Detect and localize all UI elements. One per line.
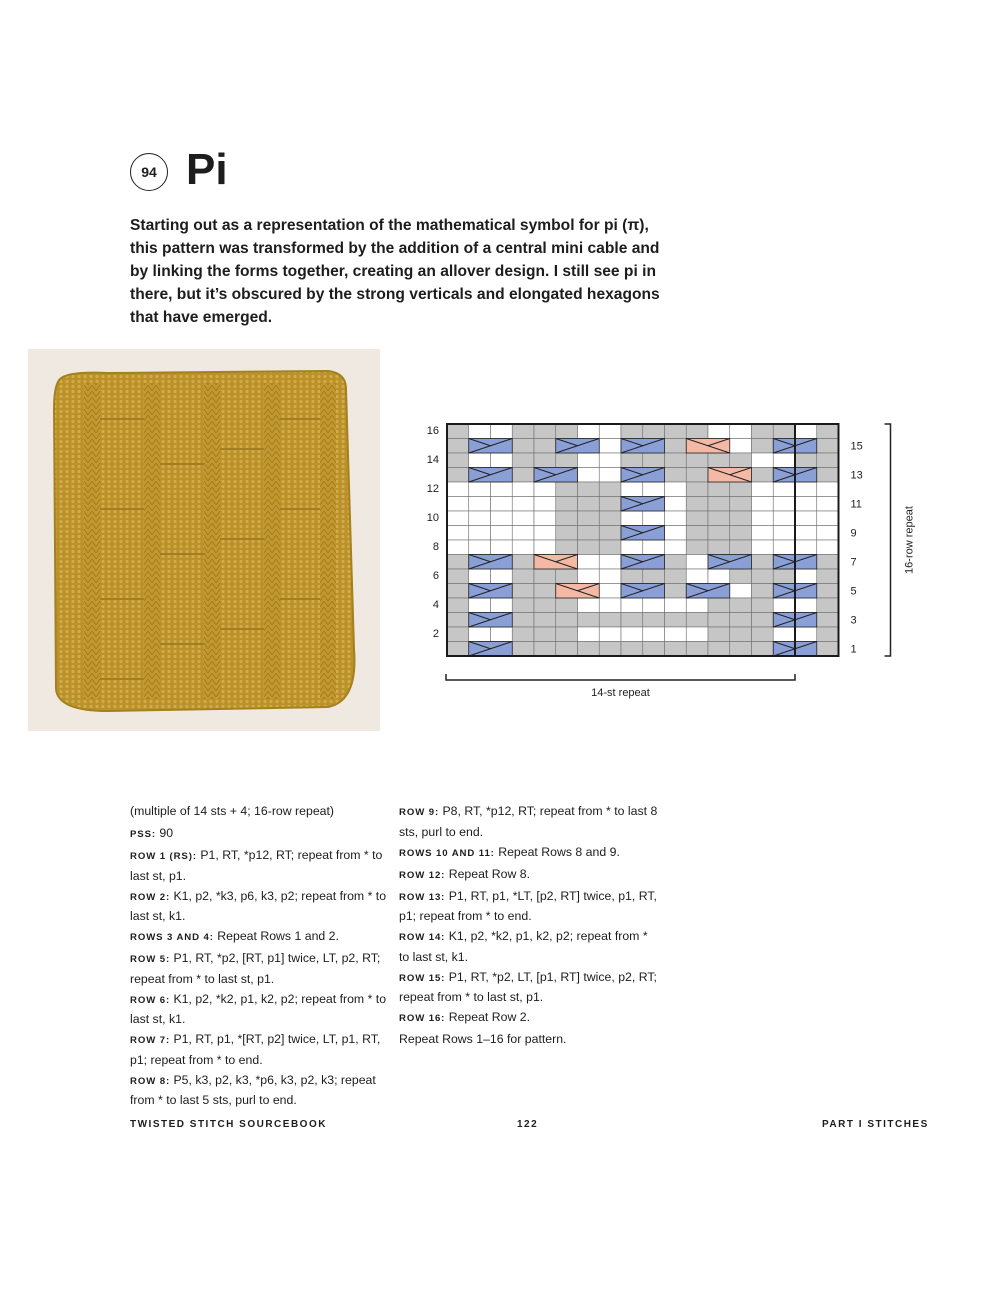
chart-cell bbox=[708, 598, 730, 613]
chart-cell bbox=[686, 511, 708, 526]
chart-cell bbox=[795, 569, 817, 584]
pattern-number-badge bbox=[130, 153, 168, 191]
chart-cell bbox=[708, 613, 730, 628]
knitted-swatch-photo bbox=[28, 349, 380, 731]
chart-cell bbox=[534, 439, 556, 454]
chart-cell bbox=[512, 453, 534, 468]
chart-cell bbox=[534, 598, 556, 613]
chart-cell bbox=[730, 439, 752, 454]
chart-cell bbox=[795, 526, 817, 541]
chart-cell bbox=[795, 482, 817, 497]
chart-cell bbox=[643, 642, 665, 657]
instruction-line: ROW 16: Repeat Row 2. bbox=[399, 1010, 531, 1024]
chart-cell bbox=[447, 584, 469, 599]
chart-cell bbox=[686, 424, 708, 439]
chart-cell bbox=[534, 497, 556, 512]
chart-cell bbox=[665, 598, 687, 613]
chart-cell bbox=[817, 526, 839, 541]
chart-cell bbox=[752, 613, 774, 628]
chart-cell bbox=[469, 482, 491, 497]
chart-cell bbox=[643, 569, 665, 584]
chart-cell bbox=[556, 613, 578, 628]
chart-cell bbox=[599, 468, 621, 483]
chart-cell bbox=[578, 613, 600, 628]
chart-cell bbox=[578, 468, 600, 483]
chart-cell bbox=[752, 540, 774, 555]
chart-cell bbox=[817, 540, 839, 555]
instruction-line: ROW 12: Repeat Row 8. bbox=[399, 866, 531, 881]
chart-cell bbox=[686, 613, 708, 628]
chart-cell bbox=[817, 453, 839, 468]
row-label-even: 4 bbox=[432, 599, 439, 612]
chart-cell bbox=[621, 482, 643, 497]
chart-cell bbox=[599, 613, 621, 628]
row-label-even: 14 bbox=[426, 454, 439, 467]
chart-cell bbox=[447, 569, 469, 584]
chart-cell bbox=[730, 627, 752, 642]
chart-cell bbox=[686, 555, 708, 570]
chart-cell bbox=[556, 497, 578, 512]
chart-cell bbox=[817, 569, 839, 584]
chart-cell bbox=[795, 424, 817, 439]
instruction-line: ROW 13: P1, RT, p1, *LT, [p2, RT] twice, p1, RT, p1; repeat from * to end. bbox=[399, 888, 657, 923]
chart-cell bbox=[708, 627, 730, 642]
chart-cell bbox=[773, 569, 795, 584]
chart-cell bbox=[708, 497, 730, 512]
chart-cell bbox=[643, 613, 665, 628]
stitch-chart bbox=[415, 418, 915, 708]
chart-cell bbox=[708, 526, 730, 541]
chart-cell bbox=[469, 598, 491, 613]
chart-cell bbox=[534, 482, 556, 497]
chart-cell bbox=[447, 642, 469, 657]
chart-cell bbox=[773, 482, 795, 497]
chart-cell bbox=[730, 497, 752, 512]
chart-cell bbox=[578, 482, 600, 497]
chart-cell bbox=[665, 627, 687, 642]
chart-cell bbox=[469, 424, 491, 439]
chart-cell bbox=[665, 613, 687, 628]
chart-cell bbox=[491, 453, 513, 468]
instruction-line: ROW 6: K1, p2, *k2, p1, k2, p2; repeat from * to last st, k1. bbox=[130, 991, 387, 1026]
chart-cell bbox=[708, 482, 730, 497]
chart-cell bbox=[578, 627, 600, 642]
chart-cell bbox=[578, 453, 600, 468]
chart-cell bbox=[556, 511, 578, 526]
chart-cell bbox=[447, 453, 469, 468]
chart-cell bbox=[752, 482, 774, 497]
chart-cell bbox=[447, 511, 469, 526]
chart-cell bbox=[817, 497, 839, 512]
chart-cell bbox=[491, 627, 513, 642]
chart-cell bbox=[773, 511, 795, 526]
row-label-odd: 3 bbox=[850, 614, 857, 627]
chart-cell bbox=[599, 424, 621, 439]
chart-cell bbox=[599, 642, 621, 657]
chart-cell bbox=[643, 598, 665, 613]
chart-cell bbox=[730, 584, 752, 599]
chart-cell bbox=[708, 424, 730, 439]
chart-cell bbox=[752, 526, 774, 541]
chart-cell bbox=[686, 540, 708, 555]
chart-cell bbox=[686, 482, 708, 497]
chart-cell bbox=[665, 497, 687, 512]
chart-cell bbox=[752, 468, 774, 483]
chart-cell bbox=[773, 424, 795, 439]
chart-cell bbox=[491, 511, 513, 526]
chart-cell bbox=[686, 642, 708, 657]
row-label-even: 16 bbox=[426, 425, 439, 438]
chart-cell bbox=[752, 584, 774, 599]
chart-cell bbox=[643, 482, 665, 497]
chart-cell bbox=[621, 613, 643, 628]
instruction-line: ROW 7: P1, RT, p1, *[RT, p2] twice, LT, p1, RT, p1; repeat from * to end. bbox=[130, 1032, 381, 1067]
chart-cell bbox=[599, 627, 621, 642]
chart-cell bbox=[665, 555, 687, 570]
chart-cell bbox=[752, 627, 774, 642]
chart-cell bbox=[665, 526, 687, 541]
chart-cell bbox=[817, 439, 839, 454]
chart-cell bbox=[512, 627, 534, 642]
chart-cell bbox=[752, 424, 774, 439]
chart-cell bbox=[817, 584, 839, 599]
chart-cell bbox=[491, 424, 513, 439]
chart-cell bbox=[447, 598, 469, 613]
chart-cell bbox=[708, 540, 730, 555]
chart-cell bbox=[556, 540, 578, 555]
chart-cell bbox=[599, 555, 621, 570]
chart-cell bbox=[512, 584, 534, 599]
chart-cell bbox=[752, 511, 774, 526]
chart-cell bbox=[752, 453, 774, 468]
row-label-even: 12 bbox=[426, 483, 439, 496]
chart-cell bbox=[643, 424, 665, 439]
chart-cell bbox=[686, 497, 708, 512]
chart-cell bbox=[599, 540, 621, 555]
page-title: Pi bbox=[186, 145, 228, 194]
chart-cell bbox=[730, 613, 752, 628]
chart-cell bbox=[534, 642, 556, 657]
chart-cell bbox=[534, 453, 556, 468]
chart-cell bbox=[730, 453, 752, 468]
chart-cell bbox=[512, 569, 534, 584]
chart-cell bbox=[512, 598, 534, 613]
chart-cell bbox=[512, 540, 534, 555]
chart-cell bbox=[512, 439, 534, 454]
chart-cell bbox=[773, 453, 795, 468]
chart-cell bbox=[686, 526, 708, 541]
stitch-repeat-bracket bbox=[446, 674, 795, 680]
chart-cell bbox=[621, 453, 643, 468]
chart-cell bbox=[469, 627, 491, 642]
chart-cell bbox=[447, 627, 469, 642]
chart-cell bbox=[686, 453, 708, 468]
chart-cell bbox=[730, 526, 752, 541]
chart-cell bbox=[512, 526, 534, 541]
chart-cell bbox=[556, 627, 578, 642]
instruction-line: ROW 9: P8, RT, *p12, RT; repeat from * to last 8 sts, purl to end. bbox=[399, 804, 658, 839]
instruction-line: PSS: 90 bbox=[130, 826, 174, 840]
chart-cell bbox=[599, 526, 621, 541]
row-label-odd: 15 bbox=[850, 440, 863, 453]
chart-cell bbox=[578, 569, 600, 584]
chart-cell bbox=[817, 642, 839, 657]
chart-cell bbox=[578, 424, 600, 439]
chart-cell bbox=[621, 569, 643, 584]
chart-cell bbox=[578, 497, 600, 512]
chart-cell bbox=[599, 598, 621, 613]
chart-cell bbox=[817, 424, 839, 439]
chart-cell bbox=[621, 642, 643, 657]
row-label-odd: 5 bbox=[850, 585, 857, 598]
stitch-repeat-label: 14-st repeat bbox=[591, 687, 650, 699]
chart-cell bbox=[621, 511, 643, 526]
chart-cell bbox=[752, 642, 774, 657]
chart-cell bbox=[730, 511, 752, 526]
chart-cell bbox=[447, 497, 469, 512]
row-label-even: 10 bbox=[426, 512, 439, 525]
chart-cell bbox=[817, 613, 839, 628]
chart-cell bbox=[643, 511, 665, 526]
chart-cell bbox=[512, 511, 534, 526]
chart-cell bbox=[665, 511, 687, 526]
chart-cell bbox=[730, 482, 752, 497]
chart-cell bbox=[599, 439, 621, 454]
chart-cell bbox=[599, 482, 621, 497]
chart-cell bbox=[773, 540, 795, 555]
chart-cell bbox=[534, 569, 556, 584]
chart-cell bbox=[512, 482, 534, 497]
chart-cell bbox=[621, 540, 643, 555]
chart-cell bbox=[447, 468, 469, 483]
chart-cell bbox=[447, 613, 469, 628]
chart-cell bbox=[817, 468, 839, 483]
chart-cell bbox=[556, 482, 578, 497]
chart-cell bbox=[512, 497, 534, 512]
chart-cell bbox=[447, 540, 469, 555]
instruction-line: ROW 14: K1, p2, *k2, p1, k2, p2; repeat from * to last st, k1. bbox=[399, 929, 648, 964]
chart-cell bbox=[817, 482, 839, 497]
chart-cell bbox=[556, 642, 578, 657]
chart-cell bbox=[643, 540, 665, 555]
chart-cell bbox=[512, 642, 534, 657]
chart-cell bbox=[469, 540, 491, 555]
chart-cell bbox=[469, 511, 491, 526]
chart-cell bbox=[708, 642, 730, 657]
chart-cell bbox=[556, 598, 578, 613]
chart-cell bbox=[491, 497, 513, 512]
chart-cell bbox=[556, 453, 578, 468]
intro-paragraph: Starting out as a representation of the mathematical symbol for pi (π), this pattern was transformed by the addition of a central mini cable and by linking the forms together, creating an allover design. I still see pi in there, but it’s obscured by the strong verticals and elongated hexagons that have emerged. bbox=[130, 217, 660, 326]
chart-cell bbox=[665, 424, 687, 439]
chart-cell bbox=[534, 627, 556, 642]
chart-cell bbox=[491, 526, 513, 541]
instruction-line: ROW 5: P1, RT, *p2, [RT, p1] twice, LT, p2, RT; repeat from * to last st, p1. bbox=[130, 951, 381, 986]
chart-cell bbox=[643, 627, 665, 642]
chart-cell bbox=[795, 497, 817, 512]
chart-cell bbox=[817, 555, 839, 570]
chart-cell bbox=[665, 584, 687, 599]
chart-cell bbox=[534, 584, 556, 599]
chart-cell bbox=[491, 482, 513, 497]
chart-cell bbox=[599, 584, 621, 599]
chart-cell bbox=[447, 482, 469, 497]
chart-cell bbox=[686, 569, 708, 584]
chart-cell bbox=[730, 598, 752, 613]
chart-cell bbox=[599, 453, 621, 468]
chart-cell bbox=[578, 511, 600, 526]
instruction-line: ROWS 10 AND 11: Repeat Rows 8 and 9. bbox=[399, 844, 620, 859]
chart-cell bbox=[773, 497, 795, 512]
instruction-line: ROW 8: P5, k3, p2, k3, *p6, k3, p2, k3; repeat from * to last 5 sts, purl to end. bbox=[130, 1072, 376, 1107]
chart-cell bbox=[469, 526, 491, 541]
footer-section: PART I STITCHES bbox=[822, 1119, 929, 1130]
chart-cell bbox=[578, 526, 600, 541]
chart-cell bbox=[491, 540, 513, 555]
chart-cell bbox=[773, 598, 795, 613]
chart-cell bbox=[534, 526, 556, 541]
chart-cell bbox=[665, 439, 687, 454]
chart-cell bbox=[817, 511, 839, 526]
chart-cell bbox=[578, 555, 600, 570]
row-label-odd: 1 bbox=[850, 643, 857, 656]
row-repeat-label: 16-row repeat bbox=[903, 506, 915, 574]
chart-cell bbox=[752, 497, 774, 512]
instructions-left-column bbox=[130, 802, 390, 1111]
chart-cell bbox=[491, 569, 513, 584]
instruction-line: ROW 1 (RS): P1, RT, *p12, RT; repeat from * to last st, p1. bbox=[130, 848, 383, 883]
chart-cell bbox=[752, 439, 774, 454]
chart-cell bbox=[534, 540, 556, 555]
chart-cell bbox=[599, 569, 621, 584]
chart-cell bbox=[665, 569, 687, 584]
instruction-line: ROW 2: K1, p2, *k3, p6, k3, p2; repeat from * to last st, k1. bbox=[130, 888, 387, 923]
chart-cell bbox=[447, 439, 469, 454]
chart-cell bbox=[708, 511, 730, 526]
chart-cell bbox=[795, 540, 817, 555]
chart-cell bbox=[447, 526, 469, 541]
chart-cell bbox=[773, 627, 795, 642]
instruction-line: Repeat Rows 1–16 for pattern. bbox=[399, 1032, 567, 1046]
chart-cell bbox=[730, 569, 752, 584]
chart-cell bbox=[665, 482, 687, 497]
chart-cell bbox=[556, 526, 578, 541]
row-label-even: 6 bbox=[432, 570, 439, 583]
chart-cell bbox=[730, 424, 752, 439]
chart-cell bbox=[708, 453, 730, 468]
chart-cell bbox=[795, 627, 817, 642]
chart-cell bbox=[752, 569, 774, 584]
chart-cell bbox=[469, 497, 491, 512]
instruction-line: ROWS 3 AND 4: Repeat Rows 1 and 2. bbox=[130, 929, 339, 943]
chart-cell bbox=[621, 424, 643, 439]
chart-cell bbox=[643, 453, 665, 468]
instruction-line: (multiple of 14 sts + 4; 16-row repeat) bbox=[130, 804, 335, 818]
chart-cell bbox=[512, 613, 534, 628]
chart-cell bbox=[512, 555, 534, 570]
chart-cell bbox=[752, 555, 774, 570]
chart-cell bbox=[686, 627, 708, 642]
chart-cell bbox=[556, 424, 578, 439]
chart-cell bbox=[447, 424, 469, 439]
row-label-odd: 13 bbox=[850, 469, 863, 482]
footer-book-title: TWISTED STITCH SOURCEBOOK bbox=[130, 1119, 327, 1130]
chart-cell bbox=[621, 598, 643, 613]
chart-cell bbox=[512, 424, 534, 439]
instruction-line: ROW 15: P1, RT, *p2, LT, [p1, RT] twice, p2, RT; repeat from * to last st, p1. bbox=[399, 969, 657, 1004]
row-label-odd: 9 bbox=[850, 527, 857, 540]
chart-cell bbox=[556, 569, 578, 584]
chart-cell bbox=[599, 497, 621, 512]
instructions-right-column bbox=[399, 802, 661, 1052]
chart-cell bbox=[730, 642, 752, 657]
chart-cell bbox=[534, 511, 556, 526]
chart-cell bbox=[578, 598, 600, 613]
row-label-odd: 11 bbox=[850, 498, 862, 511]
chart-cell bbox=[469, 453, 491, 468]
chart-cell bbox=[665, 540, 687, 555]
row-label-odd: 7 bbox=[850, 556, 857, 569]
chart-cell bbox=[599, 511, 621, 526]
chart-cell bbox=[817, 598, 839, 613]
chart-cell bbox=[447, 555, 469, 570]
chart-cell bbox=[665, 453, 687, 468]
chart-cell bbox=[534, 424, 556, 439]
chart-cell bbox=[730, 540, 752, 555]
chart-cell bbox=[795, 511, 817, 526]
row-label-even: 2 bbox=[432, 628, 439, 641]
chart-cell bbox=[686, 598, 708, 613]
chart-cell bbox=[665, 642, 687, 657]
chart-cell bbox=[817, 627, 839, 642]
chart-cell bbox=[621, 627, 643, 642]
row-label-even: 8 bbox=[432, 541, 439, 554]
chart-cell bbox=[665, 468, 687, 483]
chart-cell bbox=[578, 642, 600, 657]
chart-cell bbox=[469, 569, 491, 584]
pattern-number: 94 bbox=[141, 164, 157, 180]
chart-cell bbox=[795, 598, 817, 613]
chart-cell bbox=[708, 569, 730, 584]
chart-cell bbox=[512, 468, 534, 483]
chart-cell bbox=[752, 598, 774, 613]
chart-cell bbox=[491, 598, 513, 613]
footer-page-number: 122 bbox=[517, 1119, 539, 1130]
chart-cell bbox=[578, 540, 600, 555]
chart-cell bbox=[795, 453, 817, 468]
chart-cell bbox=[686, 468, 708, 483]
chart-cell bbox=[773, 526, 795, 541]
chart-cell bbox=[534, 613, 556, 628]
row-repeat-bracket bbox=[885, 424, 891, 656]
